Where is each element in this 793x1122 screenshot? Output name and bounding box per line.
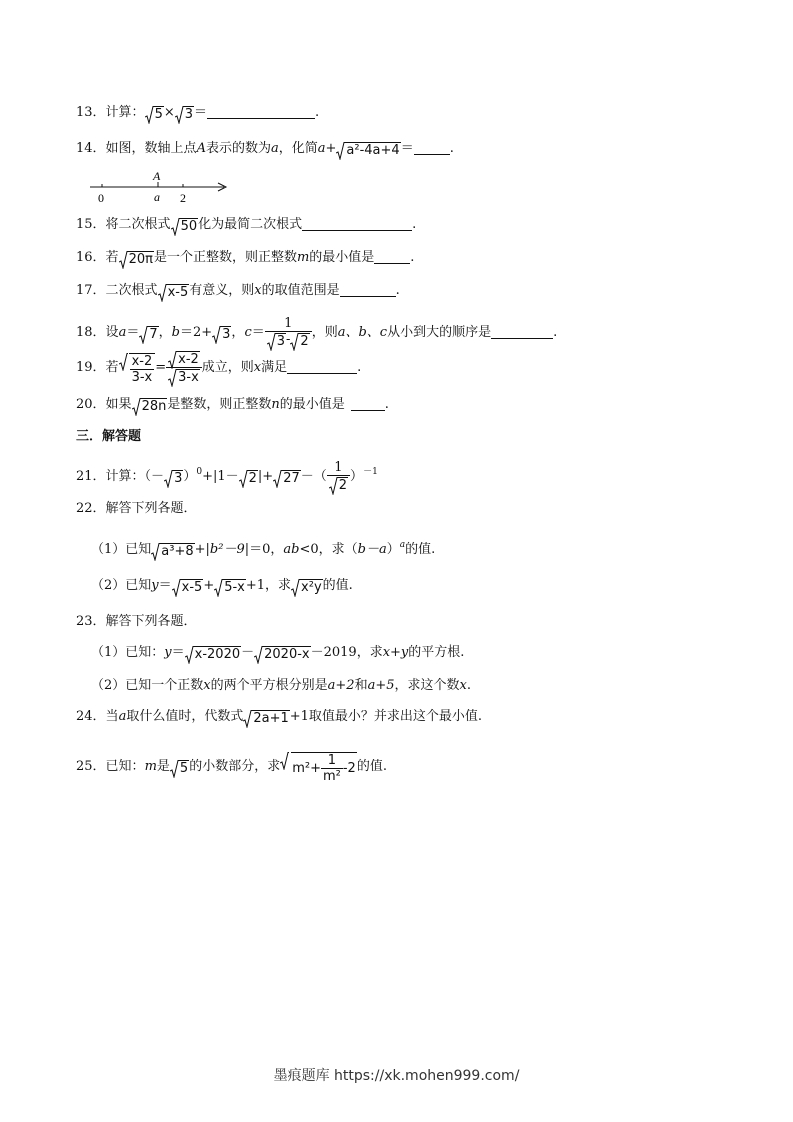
- radicand: 3: [174, 471, 183, 486]
- question-21: [76, 460, 378, 493]
- question-22-part1: [91, 536, 435, 561]
- numerator: [166, 350, 202, 368]
- question-number: 15．: [76, 217, 106, 232]
- radicand: 2: [248, 471, 257, 486]
- q14-text: 如图，数轴上点: [105, 141, 197, 156]
- equals-sign: ＝2+: [179, 325, 213, 340]
- expr: x+y: [382, 645, 409, 660]
- question-23-part2: [91, 677, 471, 695]
- sqrt-2: [239, 470, 258, 488]
- radicand: x-2: [178, 352, 199, 367]
- radicand: 50: [180, 219, 198, 234]
- radicand: 5: [154, 107, 163, 122]
- var-b: b: [171, 325, 180, 340]
- numerator: 1: [321, 753, 343, 769]
- q21-text: 计算：（－: [105, 469, 165, 484]
- q22a-text: |＝0，: [244, 542, 284, 557]
- equals-sign: ＝: [251, 325, 265, 340]
- question-number: 20．: [76, 397, 106, 412]
- radicand: x-2020: [194, 647, 241, 662]
- exponent: －1: [363, 467, 378, 477]
- equals-sign: ＝: [400, 141, 414, 156]
- question-number: 14．: [76, 141, 106, 156]
- label-A: A: [153, 170, 161, 183]
- sqrt-7: [139, 326, 158, 344]
- var-x: x: [459, 678, 467, 693]
- radicand: 27: [283, 471, 300, 486]
- question-25: [76, 752, 387, 784]
- paren: ）: [386, 542, 400, 557]
- paren: ）: [183, 469, 197, 484]
- sqrt-x-5: [172, 579, 204, 597]
- answer-blank[interactable]: [302, 216, 412, 231]
- q17-text: 有意义，则: [189, 283, 255, 298]
- question-number: 22．: [76, 501, 106, 516]
- question-number: 24．: [76, 709, 106, 724]
- q18-text: 从小到大的顺序是: [387, 325, 492, 340]
- period: .: [384, 397, 389, 412]
- q14-text: ，化简: [278, 141, 318, 156]
- radicand: 5: [179, 761, 189, 776]
- q25-text: 的值.: [356, 759, 387, 774]
- question-number: 16．: [76, 250, 106, 265]
- term: m²: [292, 761, 311, 776]
- equals-sign: ＝: [126, 325, 140, 340]
- q15-text: 将二次根式: [105, 217, 171, 232]
- var-m: m: [296, 250, 310, 265]
- q19-text: 满足: [261, 360, 288, 375]
- radicand: 20π: [128, 252, 153, 267]
- times-sign: ×: [163, 105, 175, 120]
- var-a: a: [118, 325, 127, 340]
- q23b-text: （2）已知一个正数: [91, 678, 204, 693]
- sqrt-28n: [132, 398, 168, 416]
- vars-abc: a、b、c: [337, 325, 388, 340]
- period: .: [315, 105, 320, 120]
- question-number: 19．: [76, 360, 106, 375]
- comma: ，: [158, 325, 172, 340]
- answer-blank[interactable]: [414, 140, 450, 155]
- question-18: [76, 316, 557, 349]
- sqrt-x-2: [168, 351, 200, 367]
- var-x: x: [203, 678, 211, 693]
- footer-watermark: 墨痕题库 https://xk.mohen999.com/: [273, 1068, 520, 1084]
- q22-text: 解答下列各题．: [105, 501, 197, 516]
- sqrt-5: [145, 106, 164, 124]
- sqrt-5: [170, 760, 189, 778]
- var-y: y: [164, 645, 172, 660]
- radicand: x²y: [301, 580, 322, 595]
- sqrt-2: [329, 477, 348, 493]
- term: -2: [342, 761, 356, 776]
- comma: ，: [231, 325, 245, 340]
- radicand: 7: [149, 327, 158, 342]
- var-x: x: [253, 360, 262, 375]
- paren: ）: [350, 469, 364, 484]
- question-number: 17．: [76, 283, 106, 298]
- minus-sign: －: [241, 645, 255, 660]
- question-23-part1: [91, 644, 464, 664]
- period: .: [412, 217, 417, 232]
- answer-blank[interactable]: [340, 282, 396, 297]
- q23a-text: 的平方根.: [408, 645, 465, 660]
- sqrt-a3-8: [151, 543, 194, 561]
- radicand: 28n: [141, 399, 167, 414]
- q25-text: 的小数部分，求: [189, 759, 281, 774]
- answer-blank[interactable]: [287, 359, 357, 374]
- radicand: 3: [276, 334, 286, 349]
- sqrt-x2y: [291, 579, 323, 597]
- radicand: a²-4a+4: [346, 143, 400, 158]
- label-0: 0: [98, 191, 104, 205]
- var-a: a+: [317, 141, 337, 156]
- q19-text: 若: [105, 360, 119, 375]
- question-19: [76, 350, 361, 385]
- question-17: [76, 282, 400, 302]
- q20-text: 的最小值是: [279, 397, 345, 412]
- question-15: [76, 216, 416, 236]
- sqrt-2020-x: [254, 646, 310, 664]
- numerator: 1: [327, 460, 350, 476]
- q22a-text: 的值.: [405, 542, 436, 557]
- radicand: 2020-x: [264, 647, 310, 662]
- answer-blank[interactable]: [351, 396, 385, 411]
- question-22: [76, 500, 197, 518]
- answer-blank[interactable]: [207, 104, 315, 119]
- var-c: c: [244, 325, 252, 340]
- plus-sign: +: [203, 578, 215, 593]
- sqrt-20pi: [119, 251, 154, 269]
- q19-text: 成立，则: [201, 360, 254, 375]
- q20-text: 如果: [105, 397, 132, 412]
- sqrt-expr: [336, 142, 400, 160]
- period: .: [449, 141, 454, 156]
- sqrt-3: [164, 470, 183, 488]
- q21-text: +|1－: [202, 469, 239, 484]
- answer-blank[interactable]: [491, 324, 553, 339]
- sqrt-x-5: [158, 284, 190, 302]
- q25-text: 是: [156, 759, 170, 774]
- q22a-text: <0，求（: [299, 542, 358, 557]
- numerator: 1: [265, 316, 312, 332]
- sqrt-50: [171, 218, 199, 236]
- part-label: （1）已知: [91, 542, 152, 557]
- radicand: 3: [222, 327, 231, 342]
- radicand: 2: [300, 334, 309, 349]
- question-number: 13．: [76, 105, 106, 120]
- label-2: 2: [180, 191, 186, 205]
- q24-text: +1取值最小？并求出这个最小值.: [289, 709, 483, 724]
- period: .: [410, 250, 415, 265]
- plus-sign: +: [310, 761, 321, 776]
- var-a: a: [270, 141, 279, 156]
- q15-text: 化为最简二次根式: [198, 217, 303, 232]
- part-label: （2）已知: [91, 578, 152, 593]
- sqrt-fraction: [119, 353, 156, 385]
- question-13: [76, 104, 319, 124]
- sqrt-3: [267, 333, 286, 349]
- q22b-text: +1，求: [245, 578, 292, 593]
- var-a: a: [118, 709, 127, 724]
- sqrt-3: [212, 326, 231, 344]
- label-a: a: [154, 190, 160, 204]
- equals-sign: ＝: [158, 578, 172, 593]
- fraction-roots: [166, 350, 202, 385]
- period: .: [466, 678, 471, 693]
- q18-text: ，则: [311, 325, 338, 340]
- expr: a+2: [327, 678, 355, 693]
- q16-text: 的最小值是: [309, 250, 375, 265]
- expr: b－a: [357, 542, 387, 557]
- q20-text: 是整数，则正整数: [167, 397, 272, 412]
- var-m: m: [144, 759, 157, 774]
- denominator: [166, 368, 202, 385]
- numerator: x-2: [131, 354, 153, 369]
- question-number: 18．: [76, 325, 106, 340]
- question-14: [76, 140, 454, 160]
- expr: b²－9: [209, 542, 245, 557]
- fraction: [327, 460, 350, 493]
- sqrt-3-x: [168, 369, 200, 385]
- denominator: 3- 2: [265, 332, 312, 349]
- question-20: [76, 396, 389, 416]
- exponent: 0: [196, 467, 203, 477]
- part-label: （1）已知：: [91, 645, 165, 660]
- equals-sign: ＝: [171, 645, 185, 660]
- question-number: 23．: [76, 614, 106, 629]
- q16-text: 若: [105, 250, 119, 265]
- q17-text: 二次根式: [105, 283, 158, 298]
- q23b-text: ，求这个数: [394, 678, 460, 693]
- question-16: [76, 249, 414, 269]
- q23b-text: 和: [354, 678, 368, 693]
- var-n: n: [271, 397, 280, 412]
- sqrt-3: [175, 106, 194, 124]
- q16-text: 是一个正整数，则正整数: [153, 250, 297, 265]
- q23a-text: －2019，求: [310, 645, 383, 660]
- fraction-c: [265, 316, 312, 349]
- sqrt-27: [273, 470, 301, 488]
- radicand: a³+8: [161, 544, 194, 559]
- question-number: 21．: [76, 469, 106, 484]
- answer-blank[interactable]: [374, 249, 410, 264]
- period: .: [357, 360, 362, 375]
- radicand: 2: [338, 478, 348, 493]
- question-23: [76, 613, 197, 631]
- sqrt-5-x: [214, 579, 246, 597]
- q24-text: 当: [105, 709, 119, 724]
- q25-text: 已知：: [105, 759, 145, 774]
- q21-text: －（: [300, 469, 327, 484]
- var-ab: ab: [283, 542, 300, 557]
- denominator: 3-x: [131, 370, 153, 385]
- sqrt-2a-1: [243, 710, 289, 728]
- sqrt-expr: [280, 752, 357, 784]
- radicand: 3-x: [178, 370, 199, 385]
- question-number: 25．: [76, 759, 106, 774]
- q17-text: 的取值范围是: [261, 283, 340, 298]
- question-22-part2: [91, 577, 353, 597]
- sqrt-x-2020: [185, 646, 241, 664]
- q23-text: 解答下列各题．: [105, 614, 197, 629]
- number-line-figure: [88, 170, 233, 206]
- radicand: x-5: [181, 580, 203, 595]
- section-heading: 三．解答题: [76, 429, 142, 444]
- q22b-text: 的值.: [322, 578, 353, 593]
- q23b-text: 的两个平方根分别是: [210, 678, 328, 693]
- q14-text: 表示的数为: [205, 141, 271, 156]
- q24-text: 取什么值时，代数式: [126, 709, 244, 724]
- question-24: [76, 708, 482, 728]
- period: .: [553, 325, 558, 340]
- q22a-text: +|: [194, 542, 210, 557]
- expr: a+5: [367, 678, 395, 693]
- denominator: [327, 476, 350, 493]
- q13-text: 计算：: [105, 105, 145, 120]
- point-label: A: [196, 141, 206, 156]
- sqrt-2: [290, 333, 309, 349]
- period: .: [395, 283, 400, 298]
- q21-text: |+: [257, 469, 274, 484]
- equals-sign: ＝: [194, 105, 208, 120]
- radicand: 3: [184, 107, 194, 122]
- radicand: 2a+1: [253, 711, 289, 726]
- radicand: x-5: [167, 285, 189, 300]
- radicand: 5-x: [224, 580, 245, 595]
- q18-text: 设: [105, 325, 119, 340]
- var-y: y: [151, 578, 159, 593]
- denominator: m²: [322, 769, 341, 784]
- exponent: a: [399, 540, 406, 550]
- equals-sign: =: [155, 360, 167, 375]
- var-x: x: [254, 283, 262, 298]
